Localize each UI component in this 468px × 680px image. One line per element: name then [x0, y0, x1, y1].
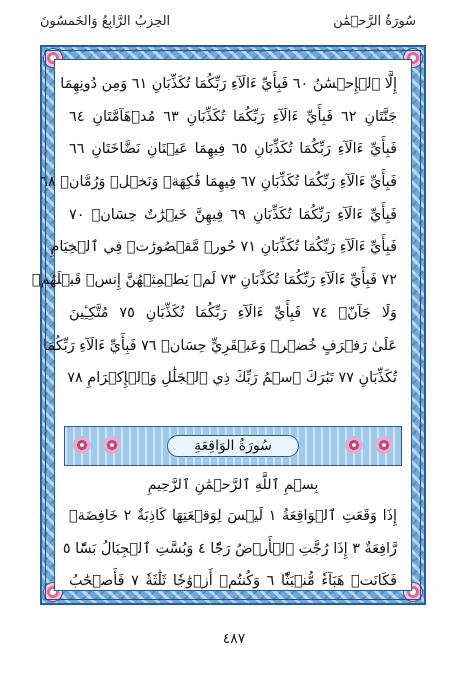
verse-line: فَبِأَيِّ ءَالَآءِ رَبِّكُمَا تُكَذِّبَانِ ٧١ حُورٞ مَّقۡصُورَٰتٞ فِي ٱلۡخِيَامِ — [50, 239, 397, 256]
verse-line: فَبِأَيِّ ءَالَآءِ رَبِّكُمَا تُكَذِّبَانِ ٦٧ فِيهِمَا فَٰكِهَةٞ وَنَخۡلٞ وَرُمَّانٞ ٦٨ — [40, 174, 397, 191]
page-frame — [31, 45, 426, 605]
surah-title: سُورَةُ الوَاقِعَةِ — [167, 435, 299, 457]
text-panel — [31, 59, 412, 591]
verse-line: فَبِأَيِّ ءَالَآءِ رَبِّكُمَا تُكَذِّبَانِ ٦٩ فِيهِنَّ خَيۡرَٰتٌ حِسَانٞ ٧٠ — [69, 206, 397, 223]
flower-ornament-icon — [73, 436, 91, 454]
verse-line: عَلَىٰ رَفۡرَفٍ خُضۡرٖ وَعَبۡقَرِيٍّ حِسَانٖ ٧٦ فَبِأَيِّ ءَالَآءِ رَبِّكُمَا — [43, 337, 397, 354]
flower-ornament-icon — [345, 436, 363, 454]
verse-line: إِلَّا ٱلۡإِحۡسَٰنُ ٦٠ فَبِأَيِّ ءَالَآءِ رَبِّكُمَا تُكَذِّبَانِ ٦١ وَمِن دُونِهِمَا — [60, 76, 397, 92]
verses-block-2 — [62, 500, 397, 598]
verses-block — [31, 68, 397, 395]
basmala: بِسۡمِ ٱللَّهِ ٱلرَّحۡمَٰنِ ٱلرَّحِيمِ — [147, 477, 319, 493]
verse-line: تُكَذِّبَانِ ٧٧ تَبَٰرَكَ ٱسۡمُ رَبِّكَ ذِي ٱلۡجَلَٰلِ وَٱلۡإِكۡرَامِ ٧٨ — [67, 370, 397, 387]
verse-line: فَكَانَتۡ هَبَآءٗ مُّنۢبَثّٗا ٦ وَكُنتُمۡ أَزۡوَٰجٗا ثَلَٰثَةٗ ٧ فَأَصۡحَٰبُ — [69, 573, 397, 590]
flower-ornament-icon — [103, 436, 121, 454]
verse-line: وَلَا جَآنّٞ ٧٤ فَبِأَيِّ ءَالَآءِ رَبِّكُمَا تُكَذِّبَانِ ٧٥ مُتَّكِـِٔينَ — [69, 304, 397, 321]
verse-line: إِذَا وَقَعَتِ ٱلۡوَاقِعَةُ ١ لَيۡسَ لِوَقۡعَتِهَا كَاذِبَةٌ ٢ خَافِضَةٞ — [69, 508, 397, 524]
surah-name-header: سُورَةُ الرَّحۡمَٰن — [333, 14, 416, 29]
verse-line: فَبِأَيِّ ءَالَآءِ رَبِّكُمَا تُكَذِّبَانِ ٦٥ فِيهِمَا عَيۡنَانِ نَضَّاخَتَانِ ٦٦ — [69, 141, 397, 158]
page-number: ٤٨٧ — [222, 631, 246, 647]
verse-line: ٧٢ فَبِأَيِّ ءَالَآءِ رَبِّكُمَا تُكَذِّبَانِ ٧٣ لَمۡ يَطۡمِثۡهُنَّ إِنسٞ قَبۡلَهُمۡ — [31, 272, 397, 289]
juz-hizb-header: الحِزبُ الرَّابِعُ وَالخَمسُونَ — [40, 14, 171, 29]
flower-ornament-icon — [375, 436, 393, 454]
surah-title-banner — [64, 426, 402, 466]
verse-line: جَنَّتَانِ ٦٢ فَبِأَيِّ ءَالَآءِ رَبِّكُمَا تُكَذِّبَانِ ٦٣ مُدۡهَآمَّتَانِ ٦٤ — [69, 108, 397, 125]
verse-line: رَّافِعَةٌ ٣ إِذَا رُجَّتِ ٱلۡأَرۡضُ رَجّٗا ٤ وَبُسَّتِ ٱلۡجِبَالُ بَسّٗا ٥ — [62, 540, 397, 557]
